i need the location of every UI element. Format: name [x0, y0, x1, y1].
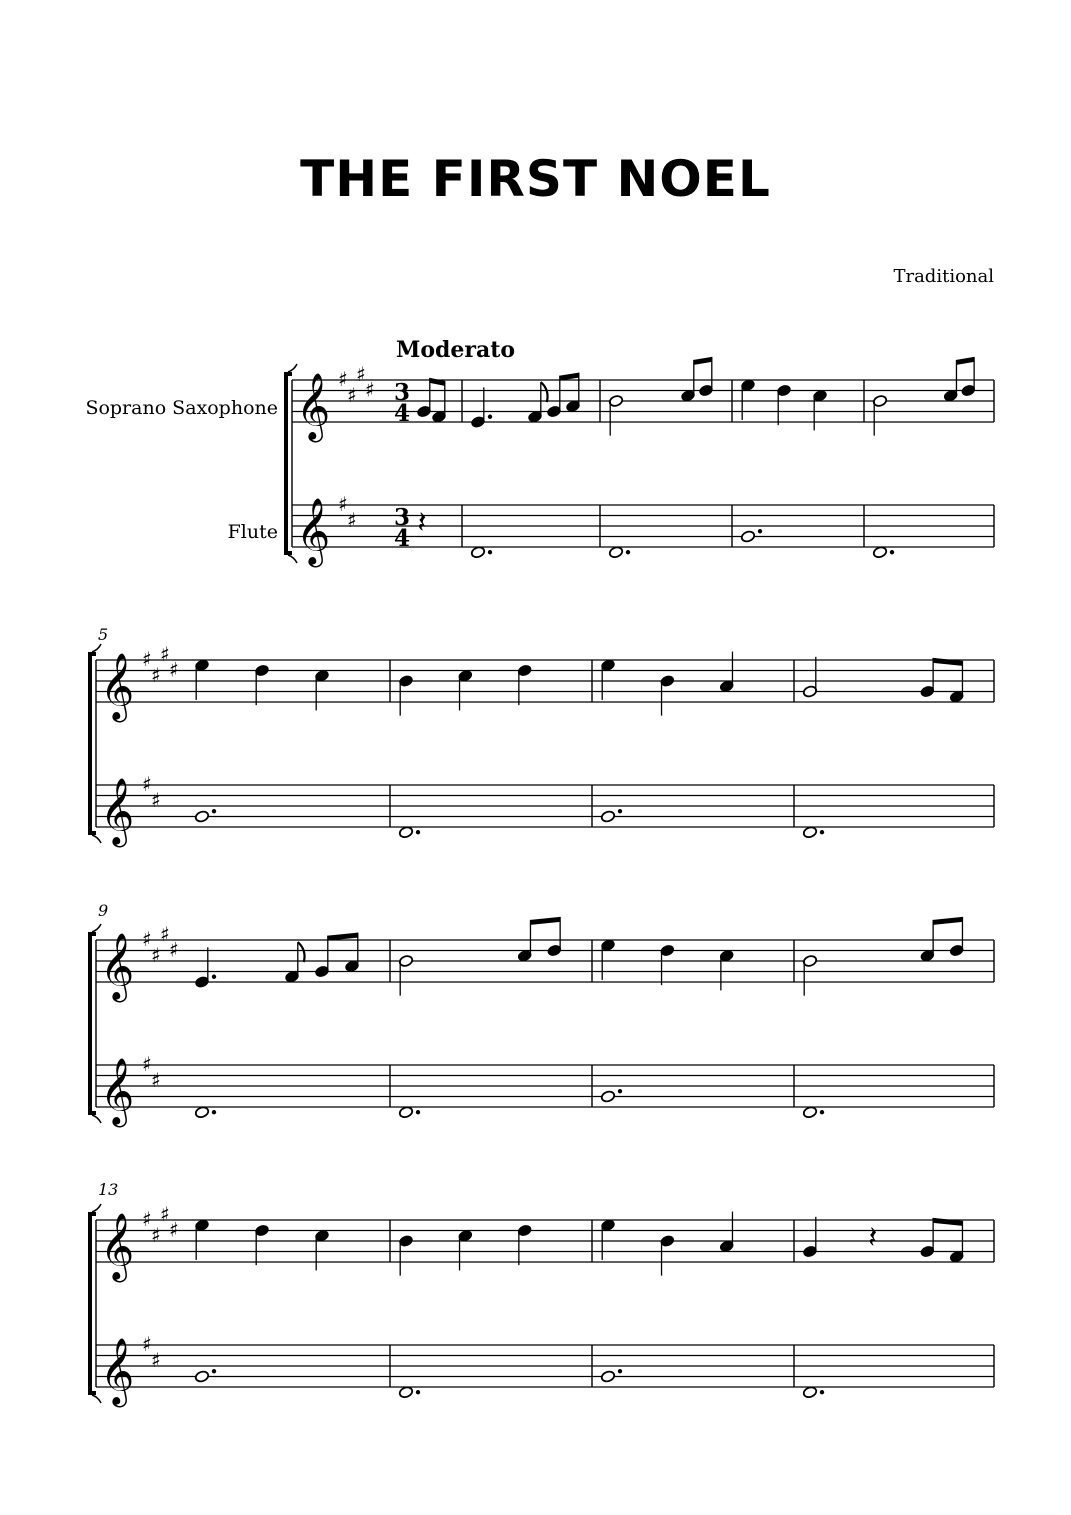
time-signature-denominator: 4: [393, 400, 411, 427]
note-head: [600, 1090, 615, 1103]
flag: [541, 382, 548, 402]
system-bracket: [90, 1214, 96, 1393]
quarter-rest-icon: 𝄽: [868, 1220, 878, 1256]
beam: [933, 658, 962, 666]
key-signature-sharp-icon: ♯: [160, 921, 170, 946]
key-signature-sharp-icon: ♯: [142, 927, 152, 951]
note-head: [194, 1106, 209, 1119]
key-signature-sharp-icon: ♯: [151, 1067, 161, 1092]
dot: [626, 550, 630, 554]
tempo-marking: Moderato: [396, 337, 516, 363]
treble-clef-icon: 𝄞: [296, 371, 331, 440]
instrument-name-flute: Flute: [227, 521, 278, 543]
key-signature-sharp-icon: ♯: [151, 1222, 161, 1247]
beam: [956, 357, 974, 365]
dot: [488, 550, 492, 554]
note-head: [470, 546, 485, 559]
dot: [488, 415, 492, 419]
dot: [890, 550, 894, 554]
system-bracket: [286, 374, 292, 553]
key-signature-sharp-icon: ♯: [151, 787, 161, 812]
flag: [298, 942, 305, 962]
key-signature-sharp-icon: ♯: [169, 1217, 179, 1242]
key-signature-sharp-icon: ♯: [365, 377, 375, 402]
key-signature-sharp-icon: ♯: [169, 937, 179, 962]
treble-clef-icon: 𝄞: [100, 776, 135, 845]
key-signature-sharp-icon: ♯: [142, 1332, 152, 1356]
dot: [820, 1110, 824, 1114]
note-head: [872, 546, 887, 559]
key-signature-sharp-icon: ♯: [169, 657, 179, 682]
measure-number: 9: [98, 901, 109, 920]
key-signature-sharp-icon: ♯: [356, 361, 366, 386]
key-signature-sharp-icon: ♯: [151, 942, 161, 967]
key-signature-sharp-icon: ♯: [142, 1052, 152, 1076]
dot: [416, 1110, 420, 1114]
note-head: [600, 1370, 615, 1383]
dot: [212, 975, 216, 979]
dot: [618, 809, 622, 813]
key-signature-sharp-icon: ♯: [338, 492, 348, 516]
note-head: [600, 810, 615, 823]
note-head: [802, 1386, 817, 1399]
treble-clef-icon: 𝄞: [100, 1211, 135, 1280]
treble-clef-icon: 𝄞: [100, 1056, 135, 1125]
quarter-rest-icon: 𝄽: [417, 505, 427, 541]
beam: [530, 917, 560, 925]
dot: [618, 1369, 622, 1373]
time-signature-denominator: 4: [393, 525, 411, 552]
beam: [933, 1218, 962, 1226]
key-signature-sharp-icon: ♯: [338, 367, 348, 391]
treble-clef-icon: 𝄞: [296, 496, 331, 565]
note-head: [608, 546, 623, 559]
dot: [212, 1369, 216, 1373]
note-head: [398, 1386, 413, 1399]
dot: [416, 830, 420, 834]
beam: [430, 378, 445, 386]
note-head: [802, 1106, 817, 1119]
composer-credit: Traditional: [893, 266, 994, 287]
note-head: [740, 530, 755, 543]
dot: [618, 1089, 622, 1093]
beam: [933, 917, 962, 925]
key-signature-sharp-icon: ♯: [160, 641, 170, 666]
note-head: [194, 1370, 209, 1383]
key-signature-sharp-icon: ♯: [347, 507, 357, 532]
key-signature-sharp-icon: ♯: [151, 662, 161, 687]
dot: [820, 830, 824, 834]
dot: [416, 1390, 420, 1394]
treble-clef-icon: 𝄞: [100, 931, 135, 1000]
time-signature-numerator: 3: [393, 379, 411, 406]
key-signature-sharp-icon: ♯: [142, 647, 152, 671]
dot: [212, 809, 216, 813]
measure-number: 5: [98, 625, 109, 644]
key-signature-sharp-icon: ♯: [347, 382, 357, 407]
dot: [820, 1390, 824, 1394]
score-title: THE FIRST NOEL: [300, 150, 771, 208]
dot: [212, 1110, 216, 1114]
treble-clef-icon: 𝄞: [100, 651, 135, 720]
note-head: [398, 826, 413, 839]
time-signature-numerator: 3: [393, 504, 411, 531]
measure-number: 13: [98, 1180, 119, 1199]
key-signature-sharp-icon: ♯: [142, 772, 152, 796]
key-signature-sharp-icon: ♯: [160, 1201, 170, 1226]
note-head: [398, 1106, 413, 1119]
system-bracket: [90, 934, 96, 1113]
key-signature-sharp-icon: ♯: [151, 1347, 161, 1372]
instrument-name-sax: Soprano Saxophone: [85, 397, 278, 419]
key-signature-sharp-icon: ♯: [142, 1207, 152, 1231]
note-head: [802, 826, 817, 839]
beam: [694, 357, 712, 365]
note-head: [194, 810, 209, 823]
dot: [758, 529, 762, 533]
system-bracket: [90, 654, 96, 833]
treble-clef-icon: 𝄞: [100, 1336, 135, 1405]
